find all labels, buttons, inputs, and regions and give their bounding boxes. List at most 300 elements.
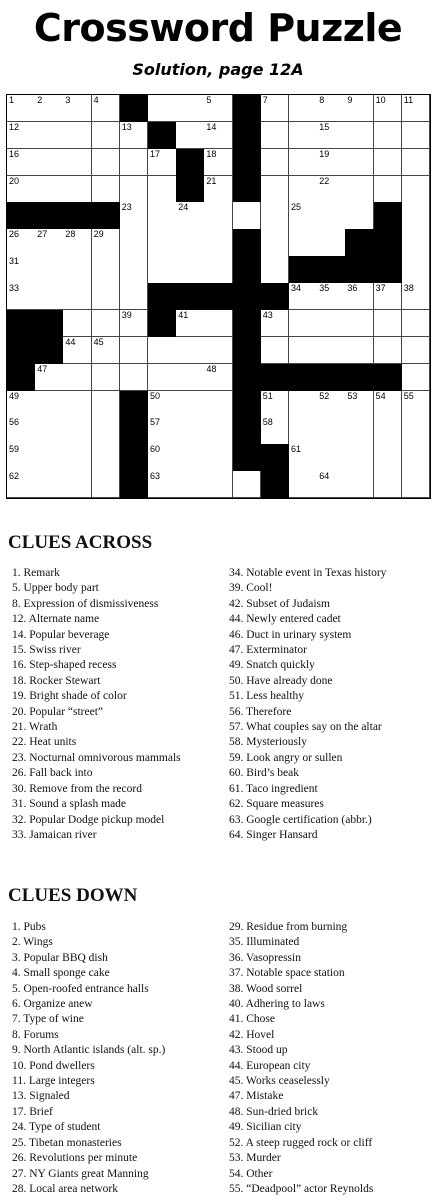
- clue-item: 42. Subset of Judaism: [229, 597, 330, 610]
- grid-cell[interactable]: [345, 391, 374, 418]
- grid-cell[interactable]: [317, 229, 346, 256]
- grid-cell[interactable]: [261, 417, 290, 444]
- grid-cell[interactable]: [120, 229, 149, 256]
- clue-item: 44. Newly entered cadet: [229, 613, 341, 626]
- clue-number: 9: [347, 95, 353, 105]
- grid-cell[interactable]: [317, 391, 346, 418]
- grid-cell[interactable]: [345, 310, 374, 337]
- grid-cell[interactable]: [289, 149, 318, 176]
- grid-cell[interactable]: [402, 229, 431, 256]
- clue-item: 15. Swiss river: [12, 644, 81, 657]
- clue-item: 63. Google certification (abbr.): [229, 813, 372, 826]
- grid-cell[interactable]: [63, 95, 92, 122]
- clue-number: 36: [347, 283, 358, 294]
- grid-cell[interactable]: [204, 229, 233, 256]
- grid-cell[interactable]: [289, 417, 318, 444]
- grid-cell[interactable]: [92, 122, 121, 149]
- clue-number: 51: [262, 390, 273, 401]
- grid-cell[interactable]: [402, 391, 431, 418]
- grid-cell[interactable]: [204, 95, 233, 122]
- grid-cell[interactable]: [402, 149, 431, 176]
- clue-item: 54. Other: [229, 1167, 273, 1180]
- grid-cell[interactable]: [120, 149, 149, 176]
- clue-item: 30. Remove from the record: [12, 782, 142, 795]
- grid-cell[interactable]: [317, 202, 346, 229]
- grid-cell[interactable]: [148, 391, 177, 418]
- clue-number: 4: [93, 95, 99, 105]
- grid-cell[interactable]: [289, 391, 318, 418]
- grid-cell[interactable]: [402, 256, 431, 283]
- black-square: [233, 149, 262, 176]
- clue-number: 13: [121, 121, 132, 132]
- grid-cell[interactable]: [345, 95, 374, 122]
- grid-cell[interactable]: [204, 471, 233, 498]
- grid-cell[interactable]: [176, 337, 205, 364]
- grid-cell[interactable]: [402, 417, 431, 444]
- clue-number: 27: [37, 229, 48, 240]
- black-square: [7, 364, 36, 391]
- black-square: [233, 391, 262, 418]
- grid-cell[interactable]: [345, 122, 374, 149]
- clue-number: 45: [93, 336, 104, 347]
- grid-cell[interactable]: [289, 229, 318, 256]
- clue-item: 31. Sound a splash made: [12, 798, 127, 811]
- grid-cell[interactable]: [63, 391, 92, 418]
- clue-number: 1: [9, 95, 15, 105]
- grid-cell[interactable]: [261, 391, 290, 418]
- clue-item: 51. Less healthy: [229, 690, 305, 703]
- clue-item: 8. Expression of dismissiveness: [12, 597, 159, 610]
- grid-cell[interactable]: [317, 310, 346, 337]
- grid-cell[interactable]: [317, 283, 346, 310]
- grid-cell[interactable]: [374, 337, 403, 364]
- grid-cell[interactable]: [35, 256, 64, 283]
- clue-item: 37. Notable space station: [229, 967, 345, 980]
- grid-cell[interactable]: [317, 176, 346, 203]
- grid-cell[interactable]: [148, 176, 177, 203]
- black-square: [233, 337, 262, 364]
- clue-number: 17: [150, 148, 161, 159]
- grid-cell[interactable]: [402, 364, 431, 391]
- clue-item: 57. What couples say on the altar: [229, 721, 382, 734]
- grid-cell[interactable]: [204, 310, 233, 337]
- clue-number: 23: [121, 202, 132, 213]
- clue-item: 48. Sun-dried brick: [229, 1105, 319, 1118]
- grid-cell[interactable]: [289, 471, 318, 498]
- clue-item: 9. North Atlantic islands (alt. sp.): [12, 1044, 166, 1057]
- grid-cell[interactable]: [289, 283, 318, 310]
- clue-item: 62. Square measures: [229, 798, 324, 811]
- clue-number: 14: [206, 121, 217, 132]
- grid-cell[interactable]: [289, 337, 318, 364]
- clue-number: 25: [291, 202, 302, 213]
- grid-cell[interactable]: [204, 149, 233, 176]
- clue-item: 12. Alternate name: [12, 613, 100, 626]
- grid-cell[interactable]: [261, 176, 290, 203]
- grid-cell[interactable]: [402, 337, 431, 364]
- clue-item: 33. Jamaican river: [12, 828, 97, 841]
- clue-number: 60: [150, 444, 161, 455]
- clue-item: 47. Mistake: [229, 1090, 284, 1103]
- grid-cell[interactable]: [289, 176, 318, 203]
- clue-item: 25. Tibetan monasteries: [12, 1136, 122, 1149]
- grid-cell[interactable]: [92, 364, 121, 391]
- black-square: [120, 444, 149, 471]
- clue-number: 19: [319, 148, 330, 159]
- grid-cell[interactable]: [63, 256, 92, 283]
- grid-cell[interactable]: [35, 471, 64, 498]
- grid-cell[interactable]: [289, 444, 318, 471]
- black-square: [233, 283, 262, 310]
- grid-cell[interactable]: [402, 202, 431, 229]
- clue-item: 26. Fall back into: [12, 767, 93, 780]
- grid-cell[interactable]: [374, 122, 403, 149]
- black-square: [7, 310, 36, 337]
- grid-cell[interactable]: [148, 95, 177, 122]
- grid-cell[interactable]: [63, 417, 92, 444]
- black-square: [233, 310, 262, 337]
- grid-cell[interactable]: [261, 95, 290, 122]
- grid-cell[interactable]: [120, 202, 149, 229]
- grid-cell[interactable]: [92, 95, 121, 122]
- grid-cell[interactable]: [63, 444, 92, 471]
- grid-cell[interactable]: [92, 444, 121, 471]
- black-square: [176, 149, 205, 176]
- clue-item: 7. Type of wine: [12, 1013, 84, 1026]
- clue-number: 64: [319, 471, 330, 482]
- clue-number: 61: [291, 444, 302, 455]
- grid-cell[interactable]: [374, 95, 403, 122]
- clue-number: 59: [9, 444, 20, 455]
- grid-cell[interactable]: [317, 122, 346, 149]
- clue-item: 36. Vasopressin: [229, 951, 301, 964]
- clue-item: 49. Snatch quickly: [229, 659, 315, 672]
- grid-cell[interactable]: [120, 283, 149, 310]
- grid-cell[interactable]: [176, 310, 205, 337]
- grid-cell[interactable]: [289, 95, 318, 122]
- grid-cell[interactable]: [148, 444, 177, 471]
- grid-cell[interactable]: [7, 444, 36, 471]
- grid-cell[interactable]: [63, 471, 92, 498]
- clue-number: 15: [319, 121, 330, 132]
- grid-cell[interactable]: [7, 229, 36, 256]
- clue-number: 38: [403, 283, 414, 294]
- grid-cell[interactable]: [345, 337, 374, 364]
- grid-cell[interactable]: [374, 283, 403, 310]
- grid-cell[interactable]: [176, 444, 205, 471]
- black-square: [35, 337, 64, 364]
- grid-cell[interactable]: [261, 122, 290, 149]
- clue-item: 42. Hovel: [229, 1028, 275, 1041]
- clue-item: 40. Adhering to laws: [229, 998, 325, 1011]
- grid-cell[interactable]: [148, 149, 177, 176]
- grid-cell[interactable]: [92, 149, 121, 176]
- clue-item: 38. Wood sorrel: [229, 982, 303, 995]
- grid-cell[interactable]: [176, 95, 205, 122]
- clue-number: 24: [178, 202, 189, 213]
- grid-cell[interactable]: [148, 202, 177, 229]
- grid-cell[interactable]: [7, 95, 36, 122]
- black-square: [261, 283, 290, 310]
- clue-item: 13. Signaled: [12, 1090, 70, 1103]
- black-square: [317, 364, 346, 391]
- grid-cell[interactable]: [176, 364, 205, 391]
- black-square: [120, 471, 149, 498]
- grid-cell[interactable]: [261, 310, 290, 337]
- clue-item: 41. Chose: [229, 1013, 275, 1026]
- grid-cell[interactable]: [7, 176, 36, 203]
- grid-cell[interactable]: [63, 364, 92, 391]
- grid-cell[interactable]: [345, 149, 374, 176]
- black-square: [233, 229, 262, 256]
- clue-number: 2: [37, 95, 43, 105]
- grid-cell[interactable]: [261, 229, 290, 256]
- grid-cell[interactable]: [148, 256, 177, 283]
- grid-cell[interactable]: [92, 310, 121, 337]
- black-square: [345, 364, 374, 391]
- black-square: [120, 95, 149, 122]
- grid-cell[interactable]: [7, 471, 36, 498]
- clue-item: 55. “Deadpool” actor Reynolds: [229, 1182, 374, 1195]
- grid-cell[interactable]: [345, 176, 374, 203]
- grid-cell[interactable]: [317, 95, 346, 122]
- grid-cell[interactable]: [204, 256, 233, 283]
- grid-cell[interactable]: [204, 391, 233, 418]
- grid-cell[interactable]: [148, 364, 177, 391]
- grid-cell[interactable]: [35, 122, 64, 149]
- clue-item: 1. Remark: [12, 567, 60, 579]
- grid-cell[interactable]: [92, 283, 121, 310]
- across-clues-column-1: [12, 566, 181, 843]
- clue-number: 11: [403, 95, 414, 105]
- solution-reference: Solution, page 12A: [132, 60, 304, 79]
- clue-item: 44. European city: [229, 1059, 311, 1072]
- black-square: [261, 444, 290, 471]
- grid-cell[interactable]: [176, 471, 205, 498]
- grid-cell[interactable]: [92, 229, 121, 256]
- grid-cell[interactable]: [120, 364, 149, 391]
- grid-cell[interactable]: [63, 229, 92, 256]
- grid-cell[interactable]: [317, 444, 346, 471]
- grid-cell[interactable]: [35, 176, 64, 203]
- black-square: [7, 337, 36, 364]
- clue-number: 18: [206, 148, 217, 159]
- grid-cell[interactable]: [402, 283, 431, 310]
- grid-cell[interactable]: [261, 202, 290, 229]
- clue-number: 26: [9, 229, 20, 240]
- grid-cell[interactable]: [7, 122, 36, 149]
- grid-cell[interactable]: [176, 122, 205, 149]
- clue-item: 3. Popular BBQ dish: [12, 951, 108, 964]
- grid-cell[interactable]: [402, 310, 431, 337]
- grid-cell[interactable]: [345, 417, 374, 444]
- black-square: [289, 256, 318, 283]
- grid-cell[interactable]: [204, 444, 233, 471]
- clue-item: 45. Works ceaselessly: [229, 1075, 330, 1088]
- clue-number: 10: [375, 95, 386, 105]
- black-square: [92, 202, 121, 229]
- down-heading: CLUES DOWN: [8, 885, 138, 906]
- grid-cell[interactable]: [204, 364, 233, 391]
- grid-cell[interactable]: [176, 256, 205, 283]
- across-clues-column-2: [229, 566, 386, 843]
- grid-cell[interactable]: [176, 229, 205, 256]
- clue-number: 37: [375, 283, 386, 294]
- grid-cell[interactable]: [317, 471, 346, 498]
- clue-number: 55: [403, 390, 414, 401]
- grid-cell[interactable]: [63, 283, 92, 310]
- black-square: [148, 122, 177, 149]
- black-square: [233, 417, 262, 444]
- grid-cell[interactable]: [35, 364, 64, 391]
- grid-cell[interactable]: [289, 310, 318, 337]
- grid-cell[interactable]: [176, 417, 205, 444]
- clue-number: 57: [150, 417, 161, 428]
- black-square: [7, 202, 36, 229]
- clue-number: 62: [9, 471, 20, 482]
- clue-item: 24. Type of student: [12, 1121, 101, 1134]
- grid-cell[interactable]: [92, 417, 121, 444]
- clue-item: 27. NY Giants great Manning: [12, 1167, 149, 1180]
- grid-cell[interactable]: [63, 149, 92, 176]
- grid-cell[interactable]: [35, 391, 64, 418]
- black-square: [345, 229, 374, 256]
- grid-cell[interactable]: [204, 176, 233, 203]
- grid-cell[interactable]: [261, 256, 290, 283]
- grid-cell[interactable]: [289, 202, 318, 229]
- grid-cell[interactable]: [317, 417, 346, 444]
- grid-cell[interactable]: [63, 310, 92, 337]
- grid-cell[interactable]: [7, 283, 36, 310]
- grid-cell[interactable]: [120, 176, 149, 203]
- clue-item: 39. Cool!: [229, 582, 273, 595]
- grid-cell[interactable]: [148, 471, 177, 498]
- black-square: [233, 364, 262, 391]
- black-square: [120, 417, 149, 444]
- grid-cell[interactable]: [289, 122, 318, 149]
- clue-item: 23. Nocturnal omnivorous mammals: [12, 751, 181, 764]
- grid-cell[interactable]: [92, 391, 121, 418]
- grid-cell[interactable]: [261, 337, 290, 364]
- grid-cell[interactable]: [120, 337, 149, 364]
- grid-cell[interactable]: [63, 122, 92, 149]
- grid-cell[interactable]: [148, 417, 177, 444]
- clue-number: 43: [262, 309, 273, 320]
- grid-cell[interactable]: [402, 95, 431, 122]
- grid-cell[interactable]: [204, 337, 233, 364]
- black-square: [176, 283, 205, 310]
- grid-cell[interactable]: [233, 202, 262, 229]
- clue-item: 28. Local area network: [12, 1182, 119, 1195]
- grid-cell[interactable]: [345, 283, 374, 310]
- grid-cell[interactable]: [35, 95, 64, 122]
- grid-cell[interactable]: [204, 122, 233, 149]
- grid-cell[interactable]: [402, 444, 431, 471]
- grid-cell[interactable]: [402, 471, 431, 498]
- grid-cell[interactable]: [345, 444, 374, 471]
- grid-cell[interactable]: [7, 149, 36, 176]
- grid-cell[interactable]: [261, 149, 290, 176]
- grid-cell[interactable]: [7, 391, 36, 418]
- grid-cell[interactable]: [374, 444, 403, 471]
- clue-item: 8. Forums: [12, 1028, 59, 1041]
- clue-number: 31: [9, 256, 20, 267]
- grid-cell[interactable]: [120, 122, 149, 149]
- black-square: [289, 364, 318, 391]
- grid-cell[interactable]: [204, 417, 233, 444]
- clue-number: 3: [65, 95, 71, 105]
- grid-cell[interactable]: [63, 337, 92, 364]
- grid-cell[interactable]: [374, 417, 403, 444]
- black-square: [233, 95, 262, 122]
- grid-cell[interactable]: [35, 283, 64, 310]
- grid-cell[interactable]: [233, 471, 262, 498]
- grid-cell[interactable]: [317, 149, 346, 176]
- clue-item: 47. Exterminator: [229, 644, 307, 657]
- clue-number: 44: [65, 336, 76, 347]
- grid-cell[interactable]: [7, 256, 36, 283]
- grid-cell[interactable]: [402, 122, 431, 149]
- grid-cell[interactable]: [92, 176, 121, 203]
- grid-cell[interactable]: [63, 176, 92, 203]
- grid-cell[interactable]: [374, 391, 403, 418]
- clue-number: 33: [9, 283, 20, 294]
- black-square: [148, 310, 177, 337]
- grid-cell[interactable]: [92, 471, 121, 498]
- grid-cell[interactable]: [35, 444, 64, 471]
- black-square: [35, 202, 64, 229]
- clue-number: 39: [121, 309, 132, 320]
- clue-item: 32. Popular Dodge pickup model: [12, 813, 165, 826]
- grid-cell[interactable]: [374, 176, 403, 203]
- grid-cell[interactable]: [120, 310, 149, 337]
- clue-item: 5. Open-roofed entrance halls: [12, 982, 149, 995]
- clue-item: 18. Rocker Stewart: [12, 674, 101, 687]
- grid-cell[interactable]: [402, 176, 431, 203]
- grid-cell[interactable]: [35, 149, 64, 176]
- grid-cell[interactable]: [374, 310, 403, 337]
- grid-cell[interactable]: [120, 256, 149, 283]
- clue-item: 1. Pubs: [12, 921, 46, 933]
- black-square: [261, 471, 290, 498]
- grid-cell[interactable]: [374, 471, 403, 498]
- clue-item: 20. Popular “street”: [12, 705, 104, 718]
- clue-item: 58. Mysteriously: [229, 736, 307, 749]
- grid-cell[interactable]: [317, 337, 346, 364]
- grid-cell[interactable]: [176, 202, 205, 229]
- grid-cell[interactable]: [374, 149, 403, 176]
- grid-cell[interactable]: [148, 337, 177, 364]
- grid-cell[interactable]: [7, 417, 36, 444]
- grid-cell[interactable]: [345, 202, 374, 229]
- grid-cell[interactable]: [92, 256, 121, 283]
- grid-cell[interactable]: [176, 391, 205, 418]
- grid-cell[interactable]: [148, 229, 177, 256]
- down-clues-column-1: [12, 920, 165, 1197]
- clue-number: 56: [9, 417, 20, 428]
- clue-number: 35: [319, 283, 330, 294]
- clue-number: 53: [347, 390, 358, 401]
- grid-cell[interactable]: [204, 202, 233, 229]
- grid-cell[interactable]: [345, 471, 374, 498]
- grid-cell[interactable]: [35, 229, 64, 256]
- grid-cell[interactable]: [92, 337, 121, 364]
- clue-number: 34: [291, 283, 302, 294]
- black-square: [261, 364, 290, 391]
- grid-cell[interactable]: [35, 417, 64, 444]
- black-square: [35, 310, 64, 337]
- clue-item: 56. Therefore: [229, 705, 292, 718]
